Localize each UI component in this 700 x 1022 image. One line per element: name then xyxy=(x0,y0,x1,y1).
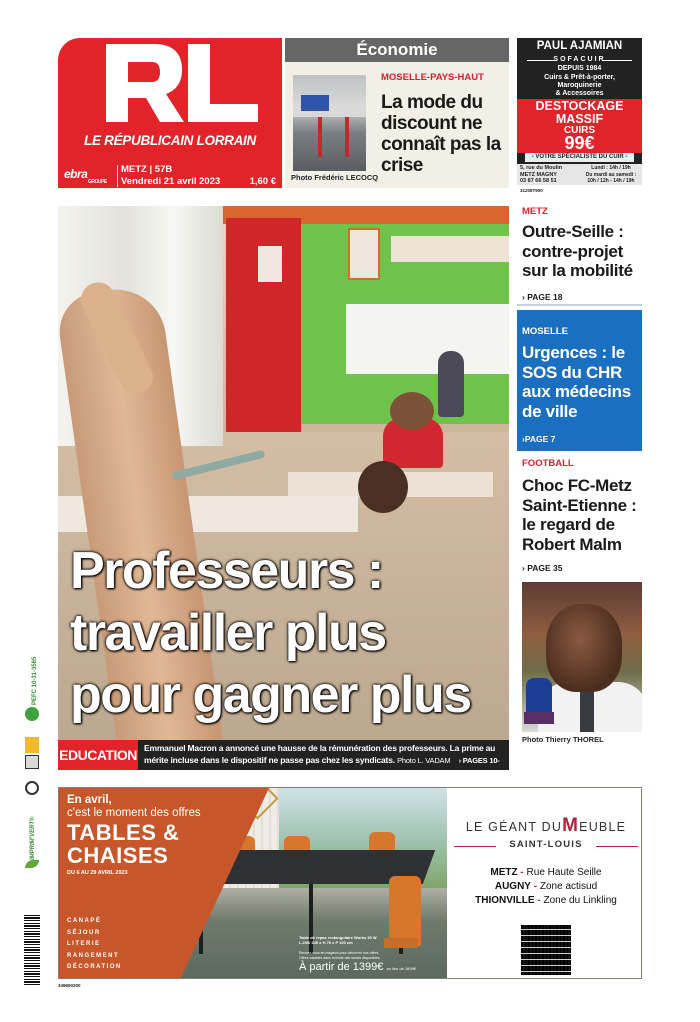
football-photo xyxy=(522,582,642,732)
ad-subbrand: SOFACUIR xyxy=(553,56,606,63)
ad-headline: TABLES & CHAISES xyxy=(67,820,180,868)
headline[interactable]: La mode du discount ne connaît pas la crise xyxy=(381,92,501,176)
headline[interactable]: Outre-Seille : contre-projet sur la mobilité xyxy=(522,222,633,280)
ad-price: À partir de 1399€ au lieu de 1699€ xyxy=(299,961,417,973)
ad-description: Cuirs & Prêt-à-porter, Maroquinerie & Accessoires xyxy=(544,74,615,97)
rubric-header: Économie xyxy=(285,38,509,62)
advertisement-geant-du-meuble[interactable]: En avril, c'est le moment des offres TABLES & CHAISES DU 6 AU 29 AVRIL 2023 CANAPÉ SÉJOUR LITERIE RANGEMENT DÉCORATION Table de repas rectangulaire Works 20 W L.200/ 240 x H 76 x P 100 cm Rendez-vous en magasin pour découvrir nos offres. Offres valables dans la limite des stocks disponibles. À partir de 1399€ au lieu de 1699€ LE GÉANT DUMEUBLE SAINT-LOUIS METZ - Rue Haute Seille AUGNY - Zone actisud THIONVILLE - Zone du Linkling xyxy=(58,787,642,979)
page-reference[interactable]: › PAGES 10-11 xyxy=(144,756,500,778)
teacher xyxy=(438,351,464,417)
masthead-meta xyxy=(58,163,282,188)
page-reference[interactable]: › PAGE 18 xyxy=(522,292,563,302)
kicker: METZ xyxy=(522,206,548,217)
store-city: SAINT-LOUIS xyxy=(509,839,583,850)
store-photo xyxy=(293,75,366,171)
ad-categories: CANAPÉ SÉJOUR LITERIE RANGEMENT DÉCORATION xyxy=(67,918,122,970)
ad-brand: PAUL AJAMIAN xyxy=(536,40,623,52)
certification-strip xyxy=(22,645,42,990)
issue-price: 1,60 € xyxy=(249,176,276,187)
page-reference[interactable]: › PAGE 35 xyxy=(522,563,563,573)
ad-tagline: - VOTRE SPÉCIALISTE DU CUIR - xyxy=(525,153,634,162)
edition: METZ | 57B xyxy=(121,164,173,175)
pefc-icon xyxy=(25,707,39,721)
ad-price: 99€ xyxy=(564,133,595,153)
ad-fine-print: Rendez-vous en magasin pour découvrir nos offres. Offres valables dans la limite des stocks disponibles. xyxy=(299,951,381,960)
store-sign xyxy=(301,95,329,111)
caption-text: Emmanuel Macron a annoncé une hausse de la rémunération des professeurs. La prime au mérite incluse dans le dispositif ne passe pas chez les syndicats. Photo L. VADAM › PAGES 10-11 xyxy=(144,743,500,778)
ad-reference: 349650200 xyxy=(58,983,81,988)
qr-code-icon[interactable] xyxy=(521,925,571,975)
store-locations xyxy=(449,866,642,908)
advertisement-sofacuir[interactable] xyxy=(517,38,642,185)
page-reference[interactable]: ›PAGE 7 xyxy=(522,434,556,444)
main-story-photo[interactable] xyxy=(58,206,509,740)
section-tag: EDUCATION xyxy=(58,740,138,770)
logo-r-letter xyxy=(106,44,186,122)
photo-credit: Photo Thierry THOREL xyxy=(522,735,604,744)
headline[interactable]: Urgences : le SOS du CHR aux médecins de ville xyxy=(522,343,631,421)
kicker: MOSELLE xyxy=(522,326,568,337)
ad-promo: DESTOCKAGE MASSIF CUIRS 99€ xyxy=(517,99,642,153)
issue-date: Vendredi 21 avril 2023 xyxy=(121,176,221,187)
barcode-icon xyxy=(24,915,40,985)
store-panel xyxy=(449,788,642,978)
photo-credit: Photo L. VADAM xyxy=(397,756,451,765)
headline[interactable]: Choc FC-Metz Saint-Etienne : le regard de Robert Malm xyxy=(522,476,637,554)
store-logo: LE GÉANT DUMEUBLE xyxy=(465,815,627,836)
kicker: FOOTBALL xyxy=(522,458,574,469)
imprim-vert-label: IMPRIM'VERT® xyxy=(30,816,36,860)
location-item: METZ - Rue Haute Seille xyxy=(490,867,602,878)
ad-reference: 31208T900 xyxy=(520,188,543,193)
main-story-caption xyxy=(58,740,509,778)
masthead xyxy=(58,38,282,188)
brief-metz[interactable] xyxy=(517,200,642,306)
ad-since: DEPUIS 1984 xyxy=(557,65,602,72)
info-tri-icon xyxy=(25,755,39,769)
main-headline[interactable]: Professeurs : travailler plus pour gagner plus xyxy=(70,542,471,724)
ad-contact: 5, rue du Moulin METZ MAGNY 03 87 66 58 51 Lundi : 14h / 19h Du mardi au samedi : 10h / 12h - 14h / 19h xyxy=(517,164,642,185)
brief-moselle[interactable] xyxy=(517,310,642,451)
logo-l-letter xyxy=(188,44,258,122)
triman-icon xyxy=(25,781,39,795)
pefc-label: PEFC 10-31-3565 xyxy=(32,656,38,705)
ad-dates: DU 6 AU 29 AVRIL 2023 xyxy=(67,870,128,876)
economy-teaser[interactable] xyxy=(285,38,509,188)
ad-fine-print: Table de repas rectangulaire Works 20 W L.200/ 240 x H 76 x P 100 cm xyxy=(299,935,377,945)
location-item: AUGNY - Zone actisud xyxy=(494,881,598,892)
ebra-logo: ebra GROUPE xyxy=(64,167,107,185)
whiteboard xyxy=(346,304,509,374)
divider xyxy=(117,165,118,187)
kicker: MOSELLE-PAYS-HAUT xyxy=(381,72,484,83)
location-item: THIONVILLE - Zone du Linkling xyxy=(475,895,617,906)
brief-football[interactable] xyxy=(517,452,642,576)
portrait xyxy=(546,604,622,692)
newspaper-title: LE RÉPUBLICAIN LORRAIN xyxy=(84,133,256,148)
photo-credit: Photo Frédéric LECOCQ xyxy=(291,173,379,182)
leaf-icon xyxy=(25,860,39,868)
recycling-badge-icon xyxy=(25,737,39,753)
